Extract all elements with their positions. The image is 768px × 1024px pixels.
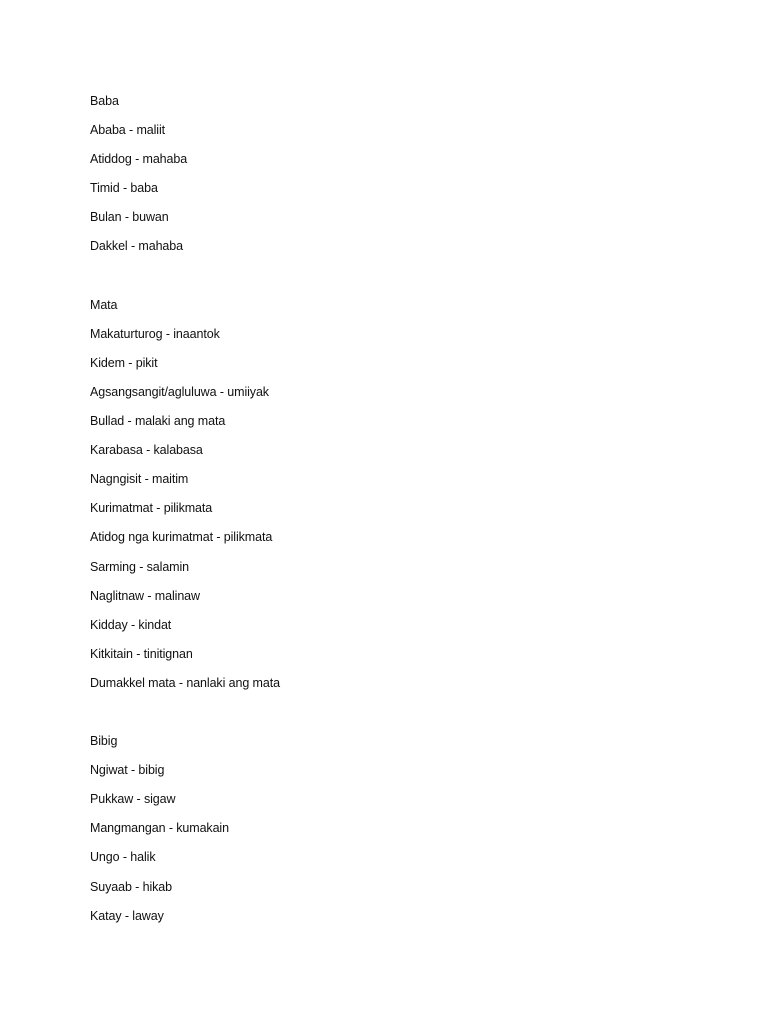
word-entry: Suyaab - hikab <box>90 879 172 894</box>
section-bibig <box>90 731 730 935</box>
word-entry: Kidem - pikit <box>90 355 158 370</box>
section-spacer <box>90 702 730 731</box>
word-entry: Mangmangan - kumakain <box>90 821 229 836</box>
word-entry: Naglitnaw - malinaw <box>90 588 200 603</box>
word-entry: Dakkel - mahaba <box>90 239 183 254</box>
word-entry: Katay - laway <box>90 908 164 923</box>
word-entry: Dumakkel mata - nanlaki ang mata <box>90 675 280 690</box>
word-entry: Ngiwat - bibig <box>90 763 165 778</box>
word-entry: Kidday - kindat <box>90 617 172 632</box>
word-entry: Ababa - maliit <box>90 123 166 138</box>
word-entry: Bullad - malaki ang mata <box>90 414 226 429</box>
section-mata <box>90 295 730 702</box>
section-baba <box>90 91 730 266</box>
word-entry: Ungo - halik <box>90 850 156 865</box>
word-entry: Agsangsangit/agluluwa - umiiyak <box>90 384 269 399</box>
word-entry: Sarming - salamin <box>90 559 190 574</box>
section-heading: Mata <box>90 297 118 312</box>
word-entry: Kitkitain - tinitignan <box>90 646 193 661</box>
word-entry: Pukkaw - sigaw <box>90 792 176 807</box>
word-entry: Atidog nga kurimatmat - pilikmata <box>90 530 273 545</box>
word-entry: Karabasa - kalabasa <box>90 443 203 458</box>
word-entry: Kurimatmat - pilikmata <box>90 501 213 516</box>
word-entry: Nagngisit - maitim <box>90 472 189 487</box>
document-body <box>90 91 730 935</box>
word-entry: Timid - baba <box>90 181 158 196</box>
word-entry: Bulan - buwan <box>90 210 169 225</box>
section-heading: Baba <box>90 94 119 108</box>
word-entry: Makaturturog - inaantok <box>90 326 220 341</box>
section-heading: Bibig <box>90 734 118 749</box>
word-entry: Atiddog - mahaba <box>90 152 188 167</box>
section-spacer <box>90 266 730 295</box>
